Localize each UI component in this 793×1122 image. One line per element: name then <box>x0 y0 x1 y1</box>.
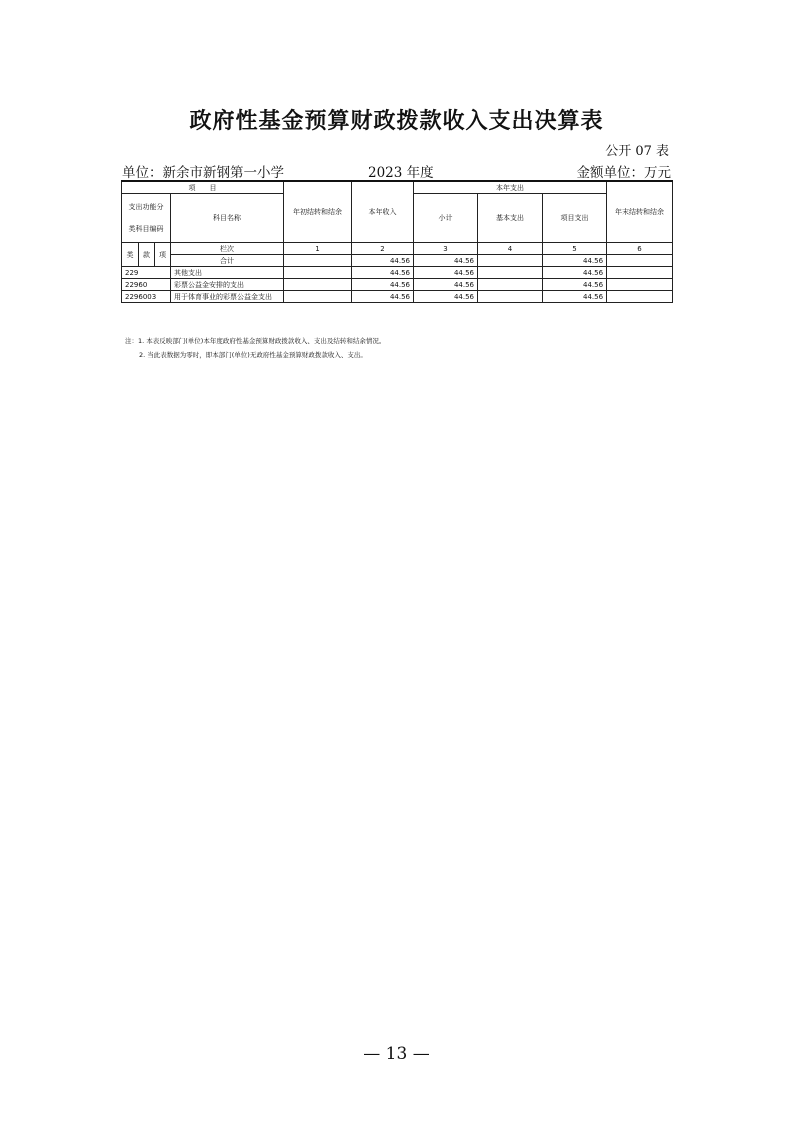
note-line-2: 2. 当此表数据为零时，即本部门(单位)无政府性基金预算财政拨款收入、支出。 <box>139 351 367 359</box>
table-row <box>122 267 673 279</box>
row-income: 44.56 <box>352 279 414 291</box>
total-project: 44.56 <box>543 255 607 267</box>
row-basic <box>478 267 543 279</box>
row-subtotal: 44.56 <box>414 291 478 303</box>
begin-balance-header: 年初结转和结余 <box>284 181 352 243</box>
row-begin <box>284 291 352 303</box>
table-row <box>122 291 673 303</box>
total-begin <box>284 255 352 267</box>
row-code: 22960 <box>122 279 171 291</box>
item-header: 项 目 <box>122 181 284 194</box>
func-code-line-1: 支出功能分 <box>128 203 164 211</box>
row-income: 44.56 <box>352 291 414 303</box>
total-subtotal: 44.56 <box>414 255 478 267</box>
year-label: 2023 年度 <box>368 165 434 181</box>
row-name: 其他支出 <box>171 267 284 279</box>
row-code: 229 <box>122 267 171 279</box>
row-basic <box>478 279 543 291</box>
project-expense-header: 项目支出 <box>543 194 607 243</box>
row-begin <box>284 267 352 279</box>
expense-group-header: 本年支出 <box>414 181 607 194</box>
page-number: — 13 — <box>363 1044 430 1064</box>
col-num-5: 5 <box>543 243 607 255</box>
header-row-1 <box>122 181 673 194</box>
unit-label: 单位：新余市新钢第一小学 <box>122 165 284 181</box>
row-end <box>607 291 673 303</box>
form-number: 公开 07 表 <box>605 144 669 159</box>
basic-expense-header: 基本支出 <box>478 194 543 243</box>
col-num-1: 1 <box>284 243 352 255</box>
row-project: 44.56 <box>543 291 607 303</box>
table-notes <box>125 334 385 362</box>
subject-name-header: 科目名称 <box>171 194 284 243</box>
func-code-line-2: 类科目编码 <box>128 225 164 233</box>
lei-header: 类 <box>122 243 139 267</box>
money-unit-label: 金额单位：万元 <box>576 165 671 181</box>
income-header: 本年收入 <box>352 181 414 243</box>
page-title: 政府性基金预算财政拨款收入支出决算表 <box>189 108 604 134</box>
xiang-header: 项 <box>155 243 171 267</box>
func-code-header <box>122 194 171 243</box>
row-name: 用于体育事业的彩票公益金支出 <box>171 291 284 303</box>
row-project: 44.56 <box>543 267 607 279</box>
table-row <box>122 279 673 291</box>
col-num-3: 3 <box>414 243 478 255</box>
kuan-header: 款 <box>139 243 155 267</box>
total-basic <box>478 255 543 267</box>
row-begin <box>284 279 352 291</box>
row-basic <box>478 291 543 303</box>
report-meta <box>122 161 671 179</box>
col-num-2: 2 <box>352 243 414 255</box>
end-balance-header: 年末结转和结余 <box>607 181 673 243</box>
total-name: 合计 <box>171 255 284 267</box>
row-project: 44.56 <box>543 279 607 291</box>
row-name: 彩票公益金安排的支出 <box>171 279 284 291</box>
row-subtotal: 44.56 <box>414 279 478 291</box>
row-income: 44.56 <box>352 267 414 279</box>
row-end <box>607 267 673 279</box>
row-subtotal: 44.56 <box>414 267 478 279</box>
total-end <box>607 255 673 267</box>
fund-budget-table <box>121 180 673 303</box>
subtotal-header: 小计 <box>414 194 478 243</box>
total-income: 44.56 <box>352 255 414 267</box>
row-end <box>607 279 673 291</box>
header-row-4 <box>122 243 673 255</box>
row-code: 2296003 <box>122 291 171 303</box>
col-num-4: 4 <box>478 243 543 255</box>
note-line-1: 注：1. 本表反映部门(单位)本年度政府性基金预算财政拨款收入、支出及结转和结余情况。 <box>125 337 386 345</box>
total-row <box>122 255 673 267</box>
col-label: 栏次 <box>171 243 284 255</box>
col-num-6: 6 <box>607 243 673 255</box>
